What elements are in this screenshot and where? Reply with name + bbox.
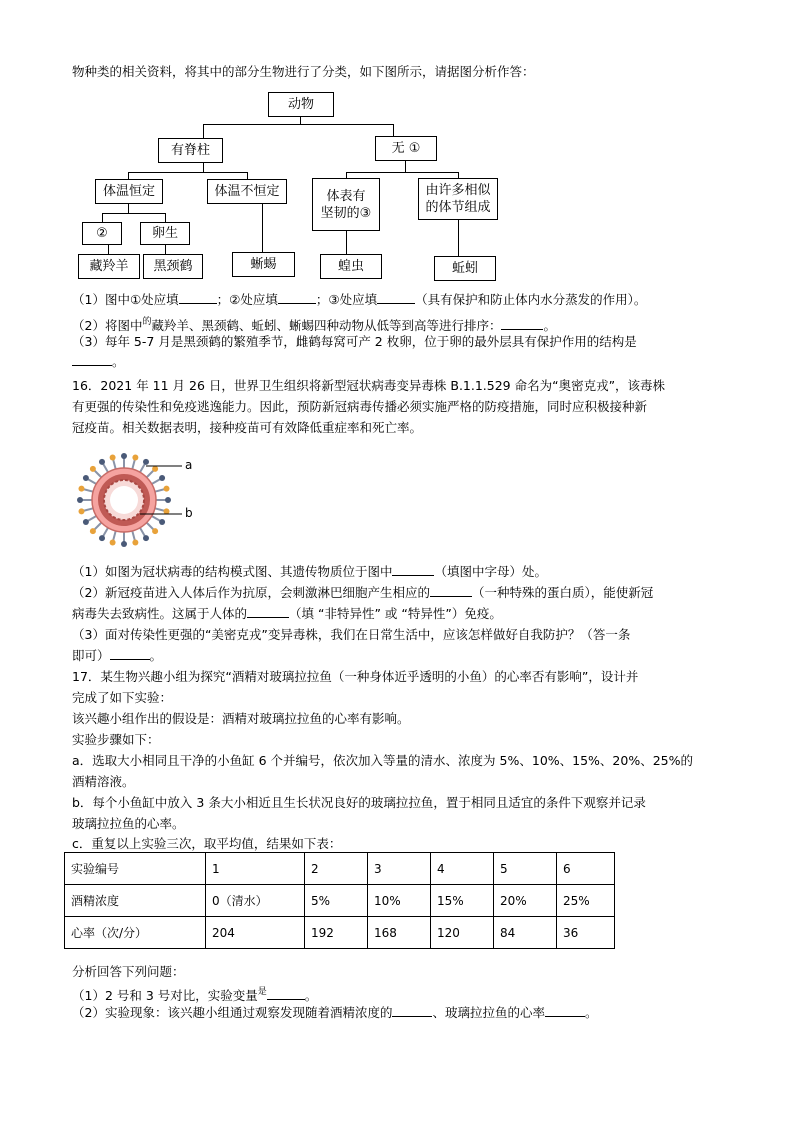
results-table <box>64 852 615 949</box>
tree-node-variable-temp: 体温不恒定 <box>207 179 287 204</box>
q16-2-cont: 病毒失去致病性。这属于人体的 （填 “非特异性” 或 “特异性”）免疫。 <box>72 606 502 621</box>
tree-node-oviparous: 卵生 <box>140 222 190 245</box>
exoskeleton-line2: 坚韧的③ <box>320 205 372 221</box>
intro-text: 物种类的相关资料，将其中的部分生物进行了分类，如下图所示，请据图分析作答： <box>72 64 535 79</box>
tree-leaf-locust: 蝗虫 <box>320 254 382 279</box>
tree-leaf-lizard: 蜥蜴 <box>232 252 295 277</box>
q17-stem-1: 17．某生物兴趣小组为探究“酒精对玻璃拉拉鱼（一种身体近乎透明的小鱼）的心率否有影响”，设计并 <box>72 669 639 684</box>
table-row: 酒精浓度 0（清水） 5% 10% 15% 20% 25% <box>65 885 615 917</box>
q17-steps-heading: 实验步骤如下： <box>72 732 160 747</box>
q17-hypothesis: 该兴趣小组作出的假设是：酒精对玻璃拉拉鱼的心率有影响。 <box>72 711 410 726</box>
blank-answer[interactable] <box>392 575 434 576</box>
q17-stem-2: 完成了如下实验： <box>72 690 173 705</box>
q17-analysis: 分析回答下列问题： <box>72 964 185 979</box>
q17-1: （1）2 号和 3 号对比，实验变量$^是$ 。 <box>72 987 318 1003</box>
q15-3-cont: 。 <box>72 354 125 370</box>
tree-node-constant-temp: 体温恒定 <box>95 179 163 204</box>
exoskeleton-line1: 体表有 <box>326 188 366 204</box>
blank-answer[interactable] <box>72 365 112 366</box>
q17-step-c: c．重复以上实验三次，取平均值，结果如下表： <box>72 836 342 851</box>
blank-answer[interactable] <box>392 1016 432 1017</box>
q15-1: （1）图中①处应填 ；②处应填 ；③处应填 （具有保护和防止体内水分蒸发的作用）。 <box>72 292 647 307</box>
q17-2: （2）实验现象：该兴趣小组通过观察发现随着酒精浓度的 、玻璃拉拉鱼的心率 。 <box>72 1005 598 1020</box>
q17-step-a-cont: 酒精溶液。 <box>72 774 135 789</box>
blank-answer[interactable] <box>501 329 543 330</box>
blank-answer[interactable] <box>545 1016 585 1017</box>
blank-answer[interactable] <box>179 303 217 304</box>
blank-answer[interactable] <box>278 303 316 304</box>
q16-stem-1: 16．2021 年 11 月 26 日，世界卫生组织将新型冠状病毒变异毒株 B.1.1.529 命名为“奥密克戎”，该毒株 <box>72 378 666 393</box>
tree-node-exoskeleton <box>312 178 380 231</box>
q17-step-b-cont: 玻璃拉拉鱼的心率。 <box>72 816 185 831</box>
tree-leaf-crane: 黑颈鹤 <box>143 254 203 279</box>
q16-3-cont: 即可） 。 <box>72 648 163 663</box>
diagram-label-a: a <box>185 458 193 472</box>
tree-node-animal: 动物 <box>268 92 334 117</box>
q16-1: （1）如图为冠状病毒的结构模式图、其遗传物质位于图中 （填图中字母）处。 <box>72 564 547 579</box>
tree-node-invertebrate: 无 ① <box>375 136 437 161</box>
table-row: 心率（次/分） 204 192 168 120 84 36 <box>65 917 615 949</box>
q15-2: （2）将图中$^的$藏羚羊、黑颈鹤、蚯蚓、蜥蜴四种动物从低等到高等进行排序： 。 <box>72 317 556 333</box>
q16-stem-3: 冠疫苗。相关数据表明，接种疫苗可有效降低重症率和死亡率。 <box>72 420 423 435</box>
q17-step-a: a．选取大小相同且干净的小鱼缸 6 个并编号，依次加入等量的清水、浓度为 5%、10%、15%、20%、25%的 <box>72 753 693 768</box>
q16-3: （3）面对传染性更强的“美密克戎”变异毒株，我们在日常生活中，应该怎样做好自我防护？（答一条 <box>72 627 631 642</box>
coronavirus-diagram <box>72 448 202 552</box>
segmented-line2: 的体节组成 <box>425 200 491 215</box>
blank-answer[interactable] <box>430 596 472 597</box>
blank-answer[interactable] <box>267 999 305 1000</box>
tree-node-vertebrate: 有脊柱 <box>158 138 223 163</box>
q16-2: （2）新冠疫苗进入人体后作为抗原，会刺激淋巴细胞产生相应的 （一种特殊的蛋白质），能使新冠 <box>72 585 654 600</box>
q17-step-b: b．每个小鱼缸中放入 3 条大小相近且生长状况良好的玻璃拉拉鱼，置于相同且适宜的条件下观察并记录 <box>72 795 646 810</box>
diagram-label-b: b <box>185 506 193 520</box>
table-row: 实验编号 1 2 3 4 5 6 <box>65 853 615 885</box>
q15-3: （3）每年 5-7 月是黑颈鹤的繁殖季节，雌鹤每窝可产 2 枚卵，位于卵的最外层具有保护作用的结构是 <box>72 334 637 349</box>
tree-leaf-earthworm: 蚯蚓 <box>434 256 496 281</box>
tree-node-blank-2: ② <box>82 222 122 245</box>
blank-answer[interactable] <box>377 303 415 304</box>
segmented-line1: 由许多相似 <box>425 183 491 198</box>
blank-answer[interactable] <box>247 617 289 618</box>
blank-answer[interactable] <box>110 659 150 660</box>
tree-leaf-antelope: 藏羚羊 <box>78 254 140 279</box>
tree-node-segmented <box>418 178 498 220</box>
q16-stem-2: 有更强的传染性和免疫逃逸能力。因此，预防新冠病毒传播必须实施严格的防疫措施，同时应积极接种新 <box>72 399 648 414</box>
